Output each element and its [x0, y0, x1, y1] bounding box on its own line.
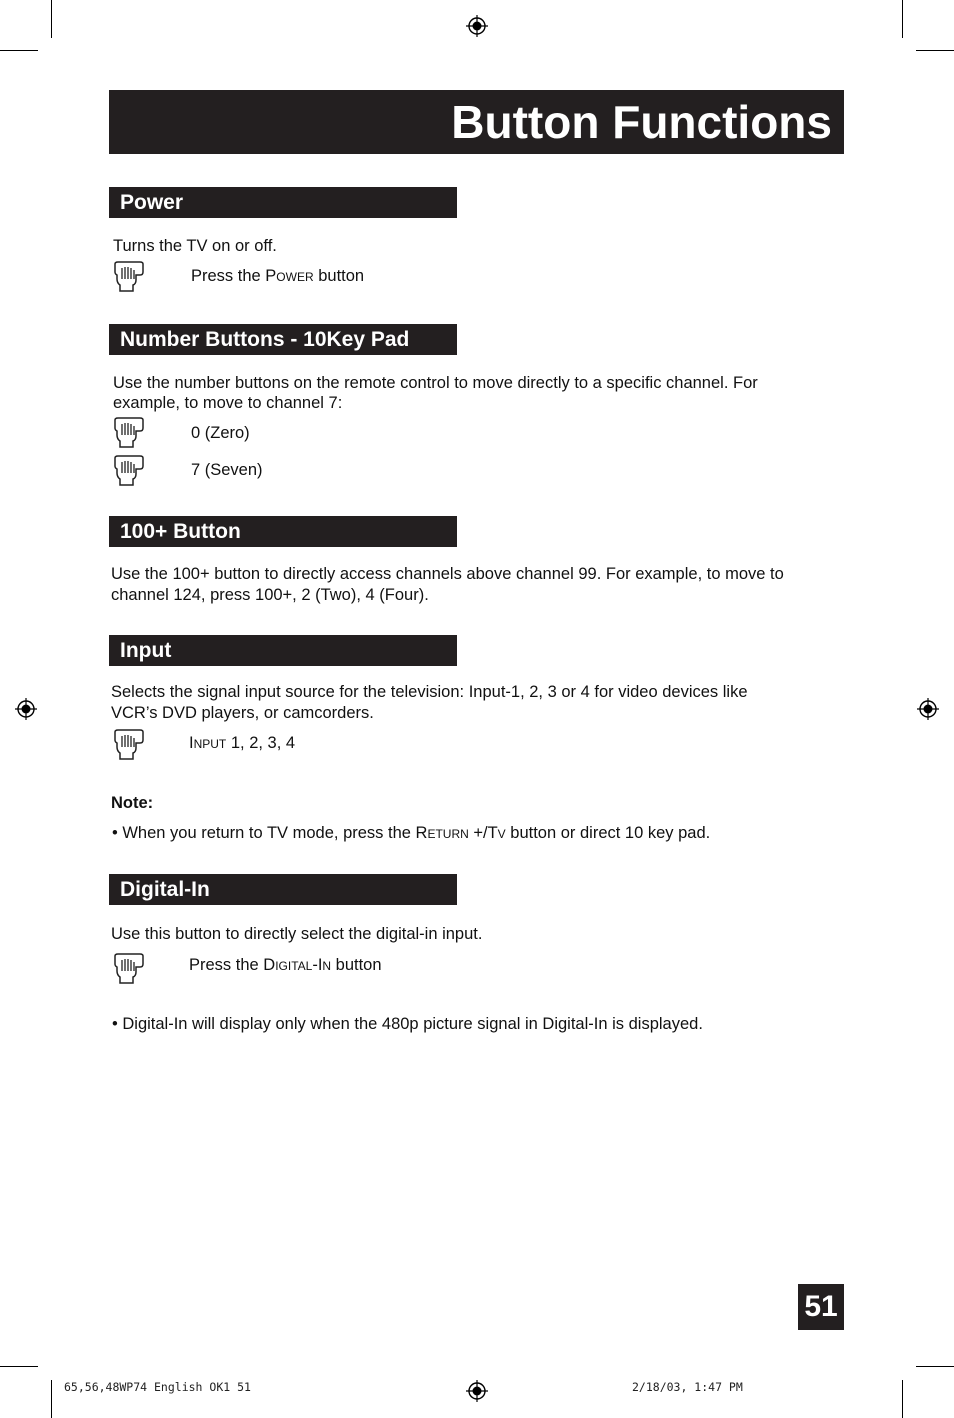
digital-in-step-suffix: button — [331, 956, 382, 974]
100-plus-description-line2: channel 124, press 100+, 2 (Two), 4 (Four). — [111, 586, 429, 604]
crop-mark — [0, 50, 38, 51]
return-tv-key-name: Return +/Tv — [415, 824, 506, 842]
power-step-prefix: Press the — [191, 267, 266, 285]
digital-in-step-prefix: Press the — [189, 956, 264, 974]
digital-in-description: Use this button to directly select the digital-in input. — [111, 925, 483, 943]
input-step — [189, 733, 295, 754]
crop-mark — [916, 1366, 954, 1367]
hand-press-icon — [112, 454, 146, 488]
power-step — [191, 266, 364, 287]
registration-mark-icon — [15, 698, 37, 720]
100-plus-description-line1: Use the 100+ button to directly access channels above channel 99. For example, to move to — [111, 565, 784, 583]
slug-left: 65,56,48WP74 English OK1 51 — [64, 1380, 251, 1394]
crop-mark — [902, 1380, 903, 1418]
number-buttons-step-2: 7 (Seven) — [191, 461, 263, 479]
note-label: Note: — [111, 794, 154, 812]
slug-right: 2/18/03, 1:47 PM — [632, 1380, 743, 1394]
input-description-line2: VCR’s DVD players, or camcorders. — [111, 704, 374, 722]
crop-mark — [51, 1380, 52, 1418]
input-note-prefix: • When you return to TV mode, press the — [112, 824, 416, 842]
crop-mark — [916, 50, 954, 51]
number-buttons-description-line2: example, to move to channel 7: — [113, 394, 343, 412]
hand-press-icon — [112, 260, 146, 294]
hand-press-icon — [112, 416, 146, 450]
hand-press-icon — [112, 728, 146, 762]
page-title: Button Functions — [109, 90, 844, 154]
section-heading-100-plus: 100+ Button — [109, 516, 457, 547]
registration-mark-icon — [466, 1380, 488, 1402]
page-number: 51 — [798, 1284, 844, 1330]
input-key-name: Input — [189, 734, 227, 752]
power-description: Turns the TV on or off. — [113, 237, 277, 255]
crop-mark — [51, 0, 52, 38]
input-description-line1: Selects the signal input source for the television: Input-1, 2, 3 or 4 for video devices like — [111, 683, 748, 701]
registration-mark-icon — [917, 698, 939, 720]
power-key-name: Power — [265, 267, 314, 285]
input-note-suffix: button or direct 10 key pad. — [505, 824, 711, 842]
input-note — [112, 823, 710, 844]
power-step-suffix: button — [313, 267, 365, 285]
crop-mark — [0, 1366, 38, 1367]
digital-in-key-name: Digital-In — [263, 956, 332, 974]
crop-mark — [902, 0, 903, 38]
digital-in-step — [189, 955, 382, 976]
hand-press-icon — [112, 952, 146, 986]
section-heading-number-buttons: Number Buttons - 10Key Pad — [109, 324, 457, 355]
number-buttons-description-line1: Use the number buttons on the remote control to move directly to a specific channel. For — [113, 374, 758, 392]
registration-mark-icon — [466, 15, 488, 37]
number-buttons-step-1: 0 (Zero) — [191, 424, 250, 442]
section-heading-digital-in: Digital-In — [109, 874, 457, 905]
input-step-suffix: 1, 2, 3, 4 — [226, 734, 296, 752]
section-heading-power: Power — [109, 187, 457, 218]
digital-in-bullet: • Digital-In will display only when the 480p picture signal in Digital-In is displayed. — [112, 1015, 703, 1033]
section-heading-input: Input — [109, 635, 457, 666]
